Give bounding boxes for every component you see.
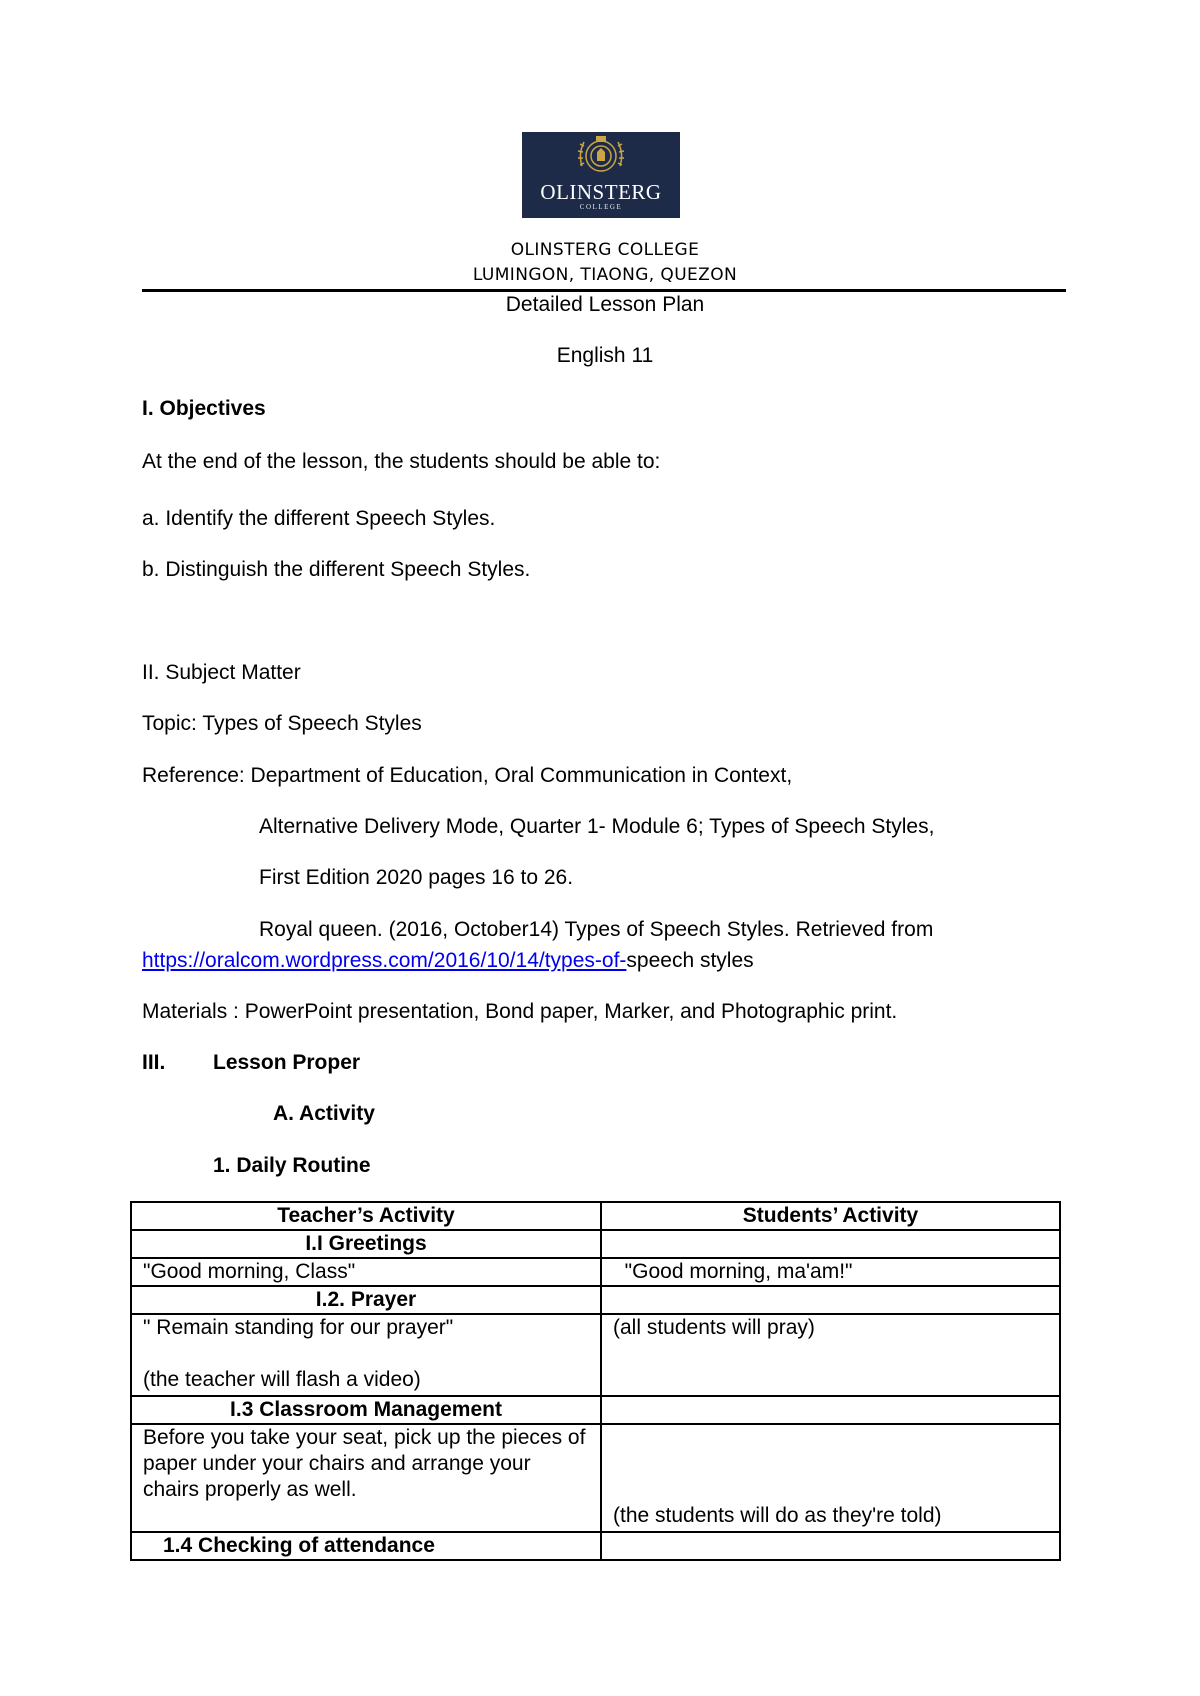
daily-routine-heading: 1. Daily Routine — [213, 1154, 371, 1177]
teacher-cell: 1.4 Checking of attendance — [131, 1532, 601, 1560]
reference-url-line — [142, 948, 754, 974]
teacher-cell: I.3 Classroom Management — [131, 1396, 601, 1424]
activity-heading: A. Activity — [273, 1102, 375, 1125]
objective-item: b. Distinguish the different Speech Styles. — [142, 558, 531, 581]
teacher-cell: Before you take your seat, pick up the pieces of paper under your chairs and arrange your chairs properly as well. — [131, 1424, 601, 1532]
student-cell: "Good morning, ma'am!" — [601, 1258, 1060, 1286]
objectives-intro: At the end of the lesson, the students should be able to: — [142, 450, 661, 473]
student-cell — [601, 1532, 1060, 1560]
student-cell — [601, 1396, 1060, 1424]
table-row — [131, 1286, 1060, 1314]
lesson-proper-heading: Lesson Proper — [213, 1051, 361, 1074]
student-cell: (the students will do as they're told) — [601, 1424, 1060, 1532]
student-cell — [601, 1230, 1060, 1258]
objectives-heading: I. Objectives — [142, 397, 266, 420]
table-row — [131, 1314, 1060, 1396]
table-row — [131, 1532, 1060, 1560]
college-name: OLINSTERG COLLEGE — [510, 240, 700, 260]
table-row — [131, 1230, 1060, 1258]
table-row — [131, 1396, 1060, 1424]
reference-line: First Edition 2020 pages 16 to 26. — [259, 866, 574, 889]
logo-wordmark: OLINSTERG — [540, 180, 662, 204]
column-header-students: Students’ Activity — [601, 1202, 1060, 1230]
student-cell: (all students will pray) — [601, 1314, 1060, 1396]
teacher-cell: "Good morning, Class" — [131, 1258, 601, 1286]
objective-item: a. Identify the different Speech Styles. — [142, 507, 496, 530]
reference-link[interactable]: https://oralcom.wordpress.com/2016/10/14/types-of- — [142, 949, 627, 972]
reference-line: Alternative Delivery Mode, Quarter 1- Module 6; Types of Speech Styles, — [259, 815, 935, 838]
crest-icon — [522, 132, 680, 180]
teacher-cell: " Remain standing for our prayer" (the teacher will flash a video) — [131, 1314, 601, 1396]
table-row — [131, 1258, 1060, 1286]
topic-line: Topic: Types of Speech Styles — [142, 712, 422, 735]
reference-line: Reference: Department of Education, Oral Communication in Context, — [142, 764, 793, 787]
materials-line: Materials : PowerPoint presentation, Bond paper, Marker, and Photographic print. — [142, 1000, 898, 1023]
logo-subtitle: COLLEGE — [579, 203, 623, 211]
table-header-row — [131, 1202, 1060, 1230]
table-row — [131, 1424, 1060, 1532]
column-header-teacher: Teacher’s Activity — [131, 1202, 601, 1230]
college-address: LUMINGON, TIAONG, QUEZON — [472, 265, 738, 285]
document-title: Detailed Lesson Plan — [505, 293, 705, 316]
college-logo — [522, 132, 680, 218]
reference-line: Royal queen. (2016, October14) Types of Speech Styles. Retrieved from — [259, 918, 934, 941]
subject-matter-heading: II. Subject Matter — [142, 661, 301, 684]
lesson-proper-number: III. — [142, 1051, 166, 1074]
subject-title: English 11 — [556, 344, 654, 367]
student-cell — [601, 1286, 1060, 1314]
teacher-cell: I.2. Prayer — [131, 1286, 601, 1314]
reference-link-tail: speech styles — [626, 949, 754, 972]
teacher-cell: I.I Greetings — [131, 1230, 601, 1258]
daily-routine-table — [130, 1201, 1061, 1561]
